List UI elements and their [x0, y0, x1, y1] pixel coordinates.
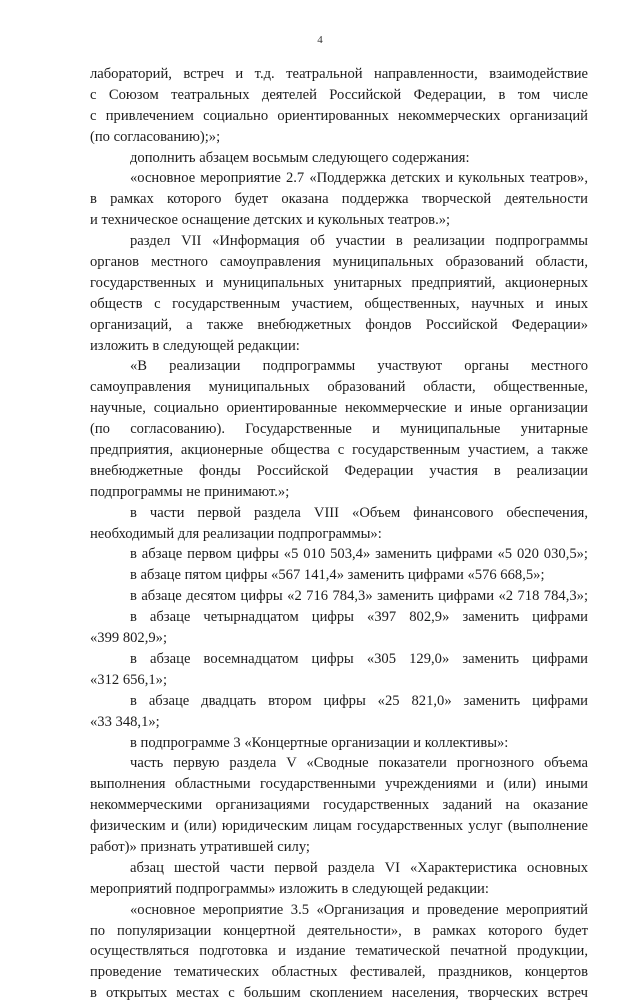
- text-line: с привлечением социально ориентированных некоммерческих организаций: [90, 107, 588, 124]
- text-line: дополнить абзацем восьмым следующего содержания:: [130, 149, 470, 166]
- text-line: абзац шестой части первой раздела VI «Характеристика основных: [130, 859, 588, 876]
- text-line: в подпрограмме 3 «Концертные организации и коллективы»:: [130, 734, 509, 751]
- text-line: «В реализации подпрограммы участвуют органы местного: [130, 358, 588, 375]
- text-line: внебюджетные фонды Российской Федерации участия в реализации: [90, 462, 588, 479]
- text-line: осуществляться подготовка и издание тематической печатной продукции,: [90, 943, 588, 960]
- text-line: самоуправления муниципальных образований области, общественные,: [90, 379, 588, 396]
- text-line: изложить в следующей редакции:: [90, 337, 300, 354]
- text-line: в части первой раздела VIII «Объем финансового обеспечения,: [130, 504, 588, 521]
- text-line: часть первую раздела V «Сводные показатели прогнозного объема: [130, 755, 588, 772]
- text-line: в абзаце десятом цифры «2 716 784,3» заменить цифрами «2 718 784,3»;: [130, 588, 588, 605]
- text-line: в абзаце четырнадцатом цифры «397 802,9» заменить цифрами: [130, 609, 588, 626]
- text-line: в абзаце двадцать втором цифры «25 821,0» заменить цифрами: [130, 692, 588, 709]
- text-line: работ)» признать утратившей силу;: [90, 838, 310, 855]
- text-line: государственных и муниципальных унитарных предприятий, акционерных: [90, 274, 588, 291]
- text-line: организаций, а также внебюджетных фондов Российской Федерации»: [90, 316, 588, 333]
- text-line: в абзаце первом цифры «5 010 503,4» заменить цифрами «5 020 030,5»;: [130, 546, 588, 563]
- text-line: научные, социально ориентированные некоммерческие и иные организации: [90, 400, 588, 417]
- text-line: лабораторий, встреч и т.д. театральной направленности, взаимодействие: [90, 66, 588, 82]
- text-line: в рамках которого будет оказана поддержка творческой деятельности: [90, 191, 588, 208]
- page-number: 4: [317, 34, 323, 46]
- text-line: обществ с государственным участием, общественных, научных и иных: [90, 295, 588, 312]
- text-line: предприятия, акционерные общества с государственным участием, а также: [90, 442, 588, 459]
- text-line: проведение тематических областных фестивалей, праздников, концертов: [90, 964, 588, 981]
- text-line: раздел VII «Информация об участии в реализации подпрограммы: [130, 233, 588, 250]
- text-line: «основное мероприятие 3.5 «Организация и проведение мероприятий: [130, 901, 588, 918]
- text-line: и техническое оснащение детских и кукольных театров.»;: [90, 212, 451, 229]
- text-line: (по согласованию);»;: [90, 128, 221, 145]
- text-line: в абзаце восемнадцатом цифры «305 129,0» заменить цифрами: [130, 650, 588, 667]
- text-line: «399 802,9»;: [90, 630, 168, 647]
- text-line: с Союзом театральных деятелей Российской Федерации, в том числе: [90, 86, 588, 103]
- document-body: [90, 64, 588, 1004]
- text-line: «основное мероприятие 2.7 «Поддержка детских и кукольных театров»,: [130, 170, 588, 187]
- text-line: в открытых местах с большим скоплением населения, творческих встреч: [90, 985, 588, 1002]
- text-line: выполнения областными государственными учреждениями и (или) иными: [90, 776, 588, 793]
- text-line: некоммерческими организациями государственных заданий на оказание: [90, 797, 588, 814]
- text-line: «33 348,1»;: [90, 713, 160, 730]
- text-line: органов местного самоуправления муниципальных образований области,: [90, 254, 588, 271]
- text-line: физическим и (или) юридическим лицам государственных услуг (выполнение: [90, 818, 588, 835]
- text-line: «312 656,1»;: [90, 671, 168, 688]
- text-line: мероприятий подпрограммы» изложить в следующей редакции:: [90, 880, 489, 897]
- text-line: подпрограммы не принимают.»;: [90, 483, 290, 500]
- text-line: необходимый для реализации подпрограммы»:: [90, 525, 382, 542]
- text-line: (по согласованию). Государственные и муниципальные унитарные: [90, 421, 588, 438]
- text-line: в абзаце пятом цифры «567 141,4» заменить цифрами «576 668,5»;: [130, 567, 545, 584]
- text-line: по популяризации концертной деятельности», в рамках которого будет: [90, 922, 588, 939]
